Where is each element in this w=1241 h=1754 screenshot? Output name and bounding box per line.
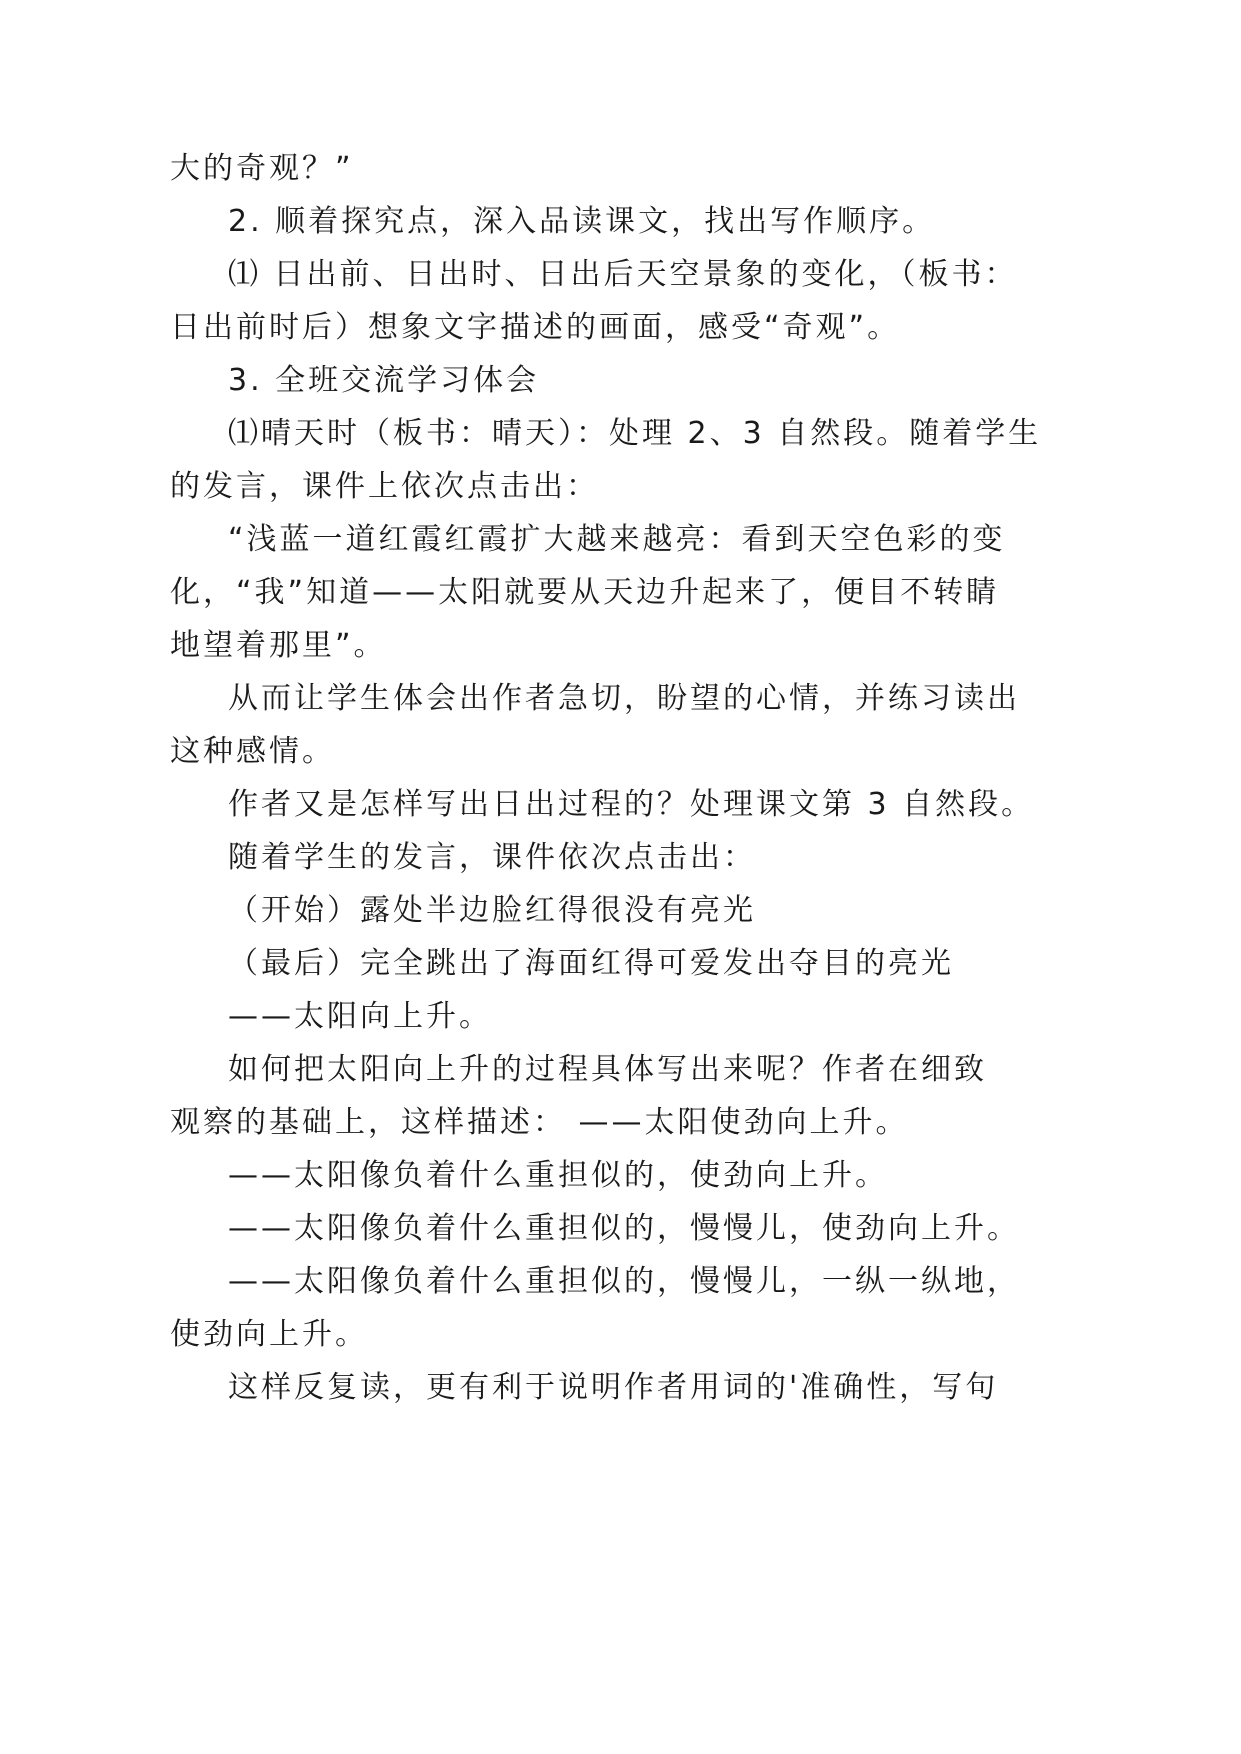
text-line: 日出前时后）想象文字描述的画面，感受“奇观”。 [170, 310, 901, 345]
text-line: ——太阳向上升。 [228, 999, 492, 1034]
text-line: 观察的基础上，这样描述： ——太阳使劲向上升。 [170, 1105, 909, 1140]
text-line: 大的奇观？” [170, 151, 354, 186]
text-line: “浅蓝一道红霞红霞扩大越来越亮：看到天空色彩的变 [228, 522, 1006, 557]
text-line: 使劲向上升。 [170, 1317, 368, 1352]
text-line: 随着学生的发言，课件依次点击出： [228, 840, 756, 875]
text-line: 从而让学生体会出作者急切，盼望的心情，并练习读出 [228, 681, 1020, 716]
text-line: 地望着那里”。 [170, 628, 387, 663]
text-line: （最后）完全跳出了海面红得可爱发出夺目的亮光 [228, 946, 954, 981]
text-line: 的发言，课件上依次点击出： [170, 469, 599, 504]
text-line: 2. 顺着探究点，深入品读课文，找出写作顺序。 [228, 204, 936, 239]
text-line: 作者又是怎样写出日出过程的？处理课文第 3 自然段。 [228, 787, 1035, 822]
text-line: ⑴ 日出前、日出时、日出后天空景象的变化，（板书： [228, 257, 1018, 292]
text-line: ⑴晴天时（板书：晴天）：处理 2、3 自然段。随着学生 [228, 416, 1042, 451]
text-line: 如何把太阳向上升的过程具体写出来呢？作者在细致 [228, 1052, 987, 1087]
text-line: 3. 全班交流学习体会 [228, 363, 540, 398]
text-line: ——太阳像负着什么重担似的，慢慢儿，使劲向上升。 [228, 1211, 1020, 1246]
text-line: ——太阳像负着什么重担似的，使劲向上升。 [228, 1158, 888, 1193]
text-line: ——太阳像负着什么重担似的，慢慢儿，一纵一纵地， [228, 1264, 1020, 1299]
text-line: 这种感情。 [170, 734, 335, 769]
text-line: 这样反复读，更有利于说明作者用词的'准确性，写句 [228, 1370, 999, 1405]
text-line: （开始）露处半边脸红得很没有亮光 [228, 893, 756, 928]
text-line: 化，“我”知道——太阳就要从天边升起来了，便目不转睛 [170, 575, 1000, 610]
